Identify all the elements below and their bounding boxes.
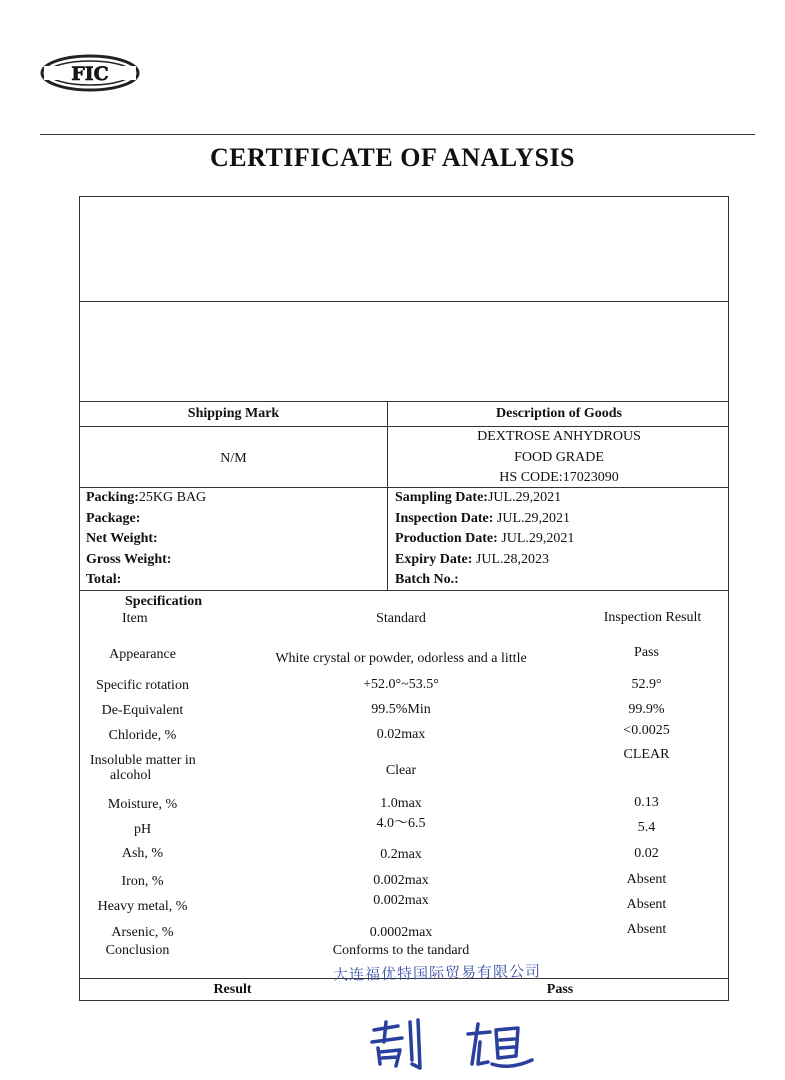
field-label: Batch No.: [395, 572, 459, 587]
row-result: CLEAR [623, 747, 670, 762]
field-label: Net Weight: [86, 531, 158, 546]
gross-weight-field [86, 551, 171, 569]
row-standard: White crystal or powder, odorless and a little [275, 651, 527, 666]
row-result: 0.13 [634, 795, 659, 810]
row-standard: 0.002max [373, 873, 429, 888]
row-standard: +52.0°~53.5° [363, 677, 439, 692]
divider [80, 590, 728, 591]
row-item: Heavy metal, % [97, 899, 188, 914]
row-item: Ash, % [121, 846, 164, 861]
production-date-field [395, 530, 574, 548]
divider [80, 487, 728, 488]
conclusion-label: Conclusion [105, 943, 170, 958]
field-value: JUL.29,2021 [487, 490, 562, 505]
row-item: De-Equivalent [101, 703, 184, 718]
description-line: FOOD GRADE [514, 450, 604, 465]
shipping-mark-label: Shipping Mark [187, 406, 280, 421]
divider [80, 301, 728, 302]
row-item: Appearance [109, 647, 176, 662]
total-field [86, 571, 121, 589]
header-divider [40, 134, 755, 135]
row-standard: 4.0～6.5 [376, 816, 426, 831]
row-standard: Clear [385, 763, 417, 778]
column-header-item: Item [122, 611, 148, 626]
packing-field [86, 489, 206, 507]
field-label: Sampling Date: [395, 490, 488, 505]
sampling-date-field [395, 489, 561, 507]
row-result: Absent [626, 922, 667, 937]
page-title: CERTIFICATE OF ANALYSIS [209, 143, 576, 172]
row-result: Absent [626, 872, 667, 887]
field-value: JUL.29,2021 [497, 531, 575, 546]
field-label: Total: [86, 572, 122, 587]
result-value: Pass [546, 982, 574, 997]
row-item: pH [133, 822, 152, 837]
row-standard: 1.0max [380, 796, 422, 811]
batch-no-field [395, 571, 459, 589]
row-item: Chloride, % [108, 728, 177, 743]
field-label: Production Date: [395, 531, 498, 546]
description-label: Description of Goods [496, 406, 622, 421]
row-standard: 0.2max [380, 847, 422, 862]
field-value: JUL.28,2023 [472, 552, 550, 567]
row-item: Iron, % [121, 874, 164, 889]
field-label: Packing: [86, 490, 139, 505]
row-item: Specific rotation [96, 678, 189, 693]
inspection-date-field [395, 510, 570, 528]
certificate-table [79, 196, 729, 1001]
package-field [86, 510, 140, 528]
field-value: 25KG BAG [138, 490, 207, 505]
row-result: 99.9% [628, 702, 665, 717]
result-label: Result [213, 982, 252, 997]
row-standard: 0.02max [376, 727, 426, 742]
fic-logo [40, 52, 140, 92]
row-standard: 0.0002max [369, 925, 433, 940]
row-result: 0.02 [634, 846, 659, 861]
conclusion-value: Conforms to the tandard [332, 943, 470, 958]
divider [80, 401, 728, 402]
column-header-result: Inspection Result [603, 610, 702, 625]
row-result: <0.0025 [623, 723, 670, 738]
field-label: Package: [86, 511, 141, 526]
row-result: Pass [634, 645, 659, 660]
description-line: HS CODE:17023090 [499, 470, 619, 485]
shipping-mark-value: N/M [220, 451, 247, 466]
row-standard: 99.5%Min [371, 702, 431, 717]
field-label: Inspection Date: [395, 511, 494, 526]
row-result: 5.4 [637, 820, 656, 835]
expiry-date-field [395, 551, 549, 569]
fic-logo-text: FIC [71, 63, 109, 85]
row-item: Insoluble matter in [90, 753, 196, 768]
specification-title: Specification [125, 594, 202, 609]
company-stamp: 大连福优特国际贸易有限公司 [332, 962, 542, 984]
handwritten-signature [360, 1012, 550, 1072]
row-result: 52.9° [631, 677, 662, 692]
row-result: Absent [626, 897, 667, 912]
row-item: Moisture, % [107, 797, 178, 812]
row-item-continued: alcohol [110, 768, 152, 783]
row-standard: 0.002max [373, 893, 429, 908]
divider [80, 426, 728, 427]
net-weight-field [86, 530, 158, 548]
row-item: Arsenic, % [111, 925, 174, 940]
description-line: DEXTROSE ANHYDROUS [477, 429, 641, 444]
field-value: JUL.29,2021 [493, 511, 571, 526]
field-label: Expiry Date: [395, 552, 473, 567]
column-header-standard: Standard [376, 611, 426, 626]
field-label: Gross Weight: [86, 552, 172, 567]
